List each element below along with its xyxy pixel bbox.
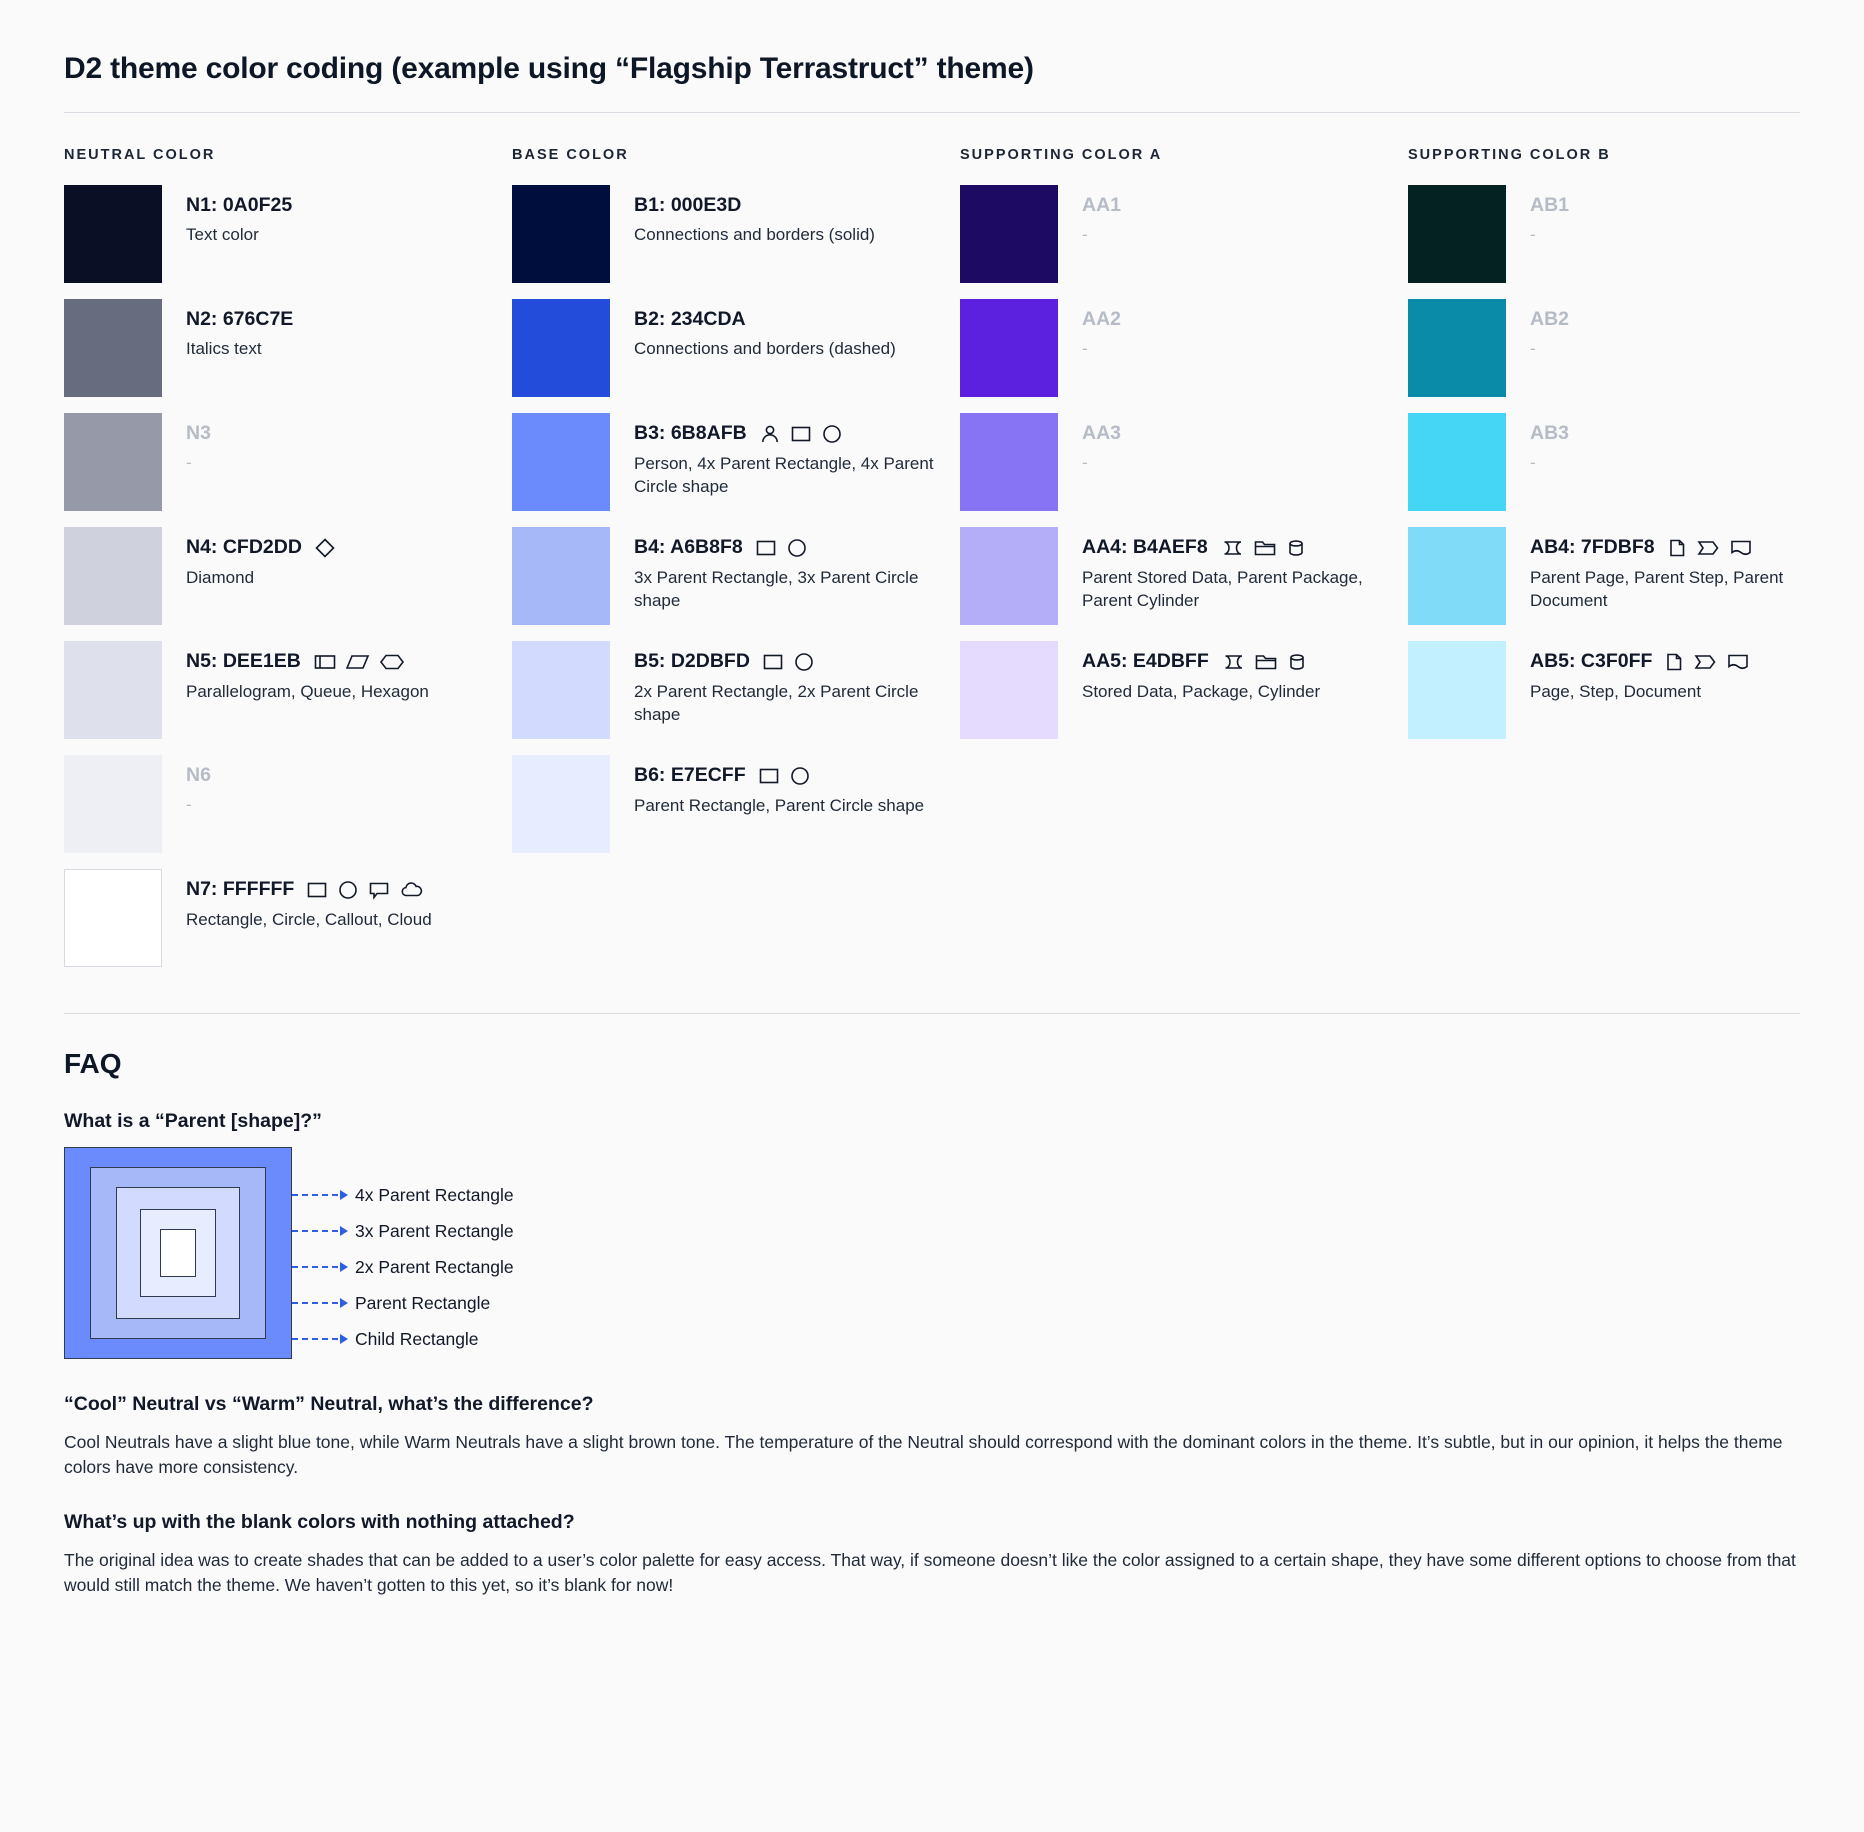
color-swatch xyxy=(512,527,610,625)
shape-icon-group xyxy=(759,423,843,445)
color-usage-description: Stored Data, Package, Cylinder xyxy=(1082,682,1321,701)
color-swatch-row xyxy=(512,185,960,283)
color-swatch-row xyxy=(512,641,960,739)
color-code-label xyxy=(1082,195,1121,216)
color-swatch-row xyxy=(1408,185,1856,283)
diagram-labels xyxy=(292,1147,514,1357)
color-swatch xyxy=(64,185,162,283)
color-usage-description: - xyxy=(1530,339,1536,359)
circle-icon xyxy=(789,765,811,787)
color-column-heading: BASE COLOR xyxy=(512,147,629,163)
color-swatch-text xyxy=(1058,641,1320,704)
step-icon xyxy=(1696,537,1720,559)
diamond-icon xyxy=(314,537,336,559)
color-code-label xyxy=(1082,537,1382,559)
hexagon-icon xyxy=(379,651,405,673)
color-swatch-row xyxy=(64,869,512,967)
shape-icon-group xyxy=(1664,651,1750,673)
cylinder-icon xyxy=(1287,651,1307,673)
color-swatch xyxy=(1408,299,1506,397)
color-code-label xyxy=(186,879,432,901)
color-swatch-row xyxy=(1408,527,1856,625)
color-column-heading: SUPPORTING COLOR A xyxy=(960,147,1163,163)
color-usage-description: Person, 4x Parent Rectangle, 4x Parent Circle shape xyxy=(634,454,934,496)
package-icon xyxy=(1254,651,1278,673)
color-usage-description: Diamond xyxy=(186,568,255,587)
faq-question-1: What is a “Parent [shape]?” xyxy=(64,1110,322,1132)
shape-icon-group xyxy=(306,879,425,901)
diagram-label-text: 2x Parent Rectangle xyxy=(355,1256,514,1277)
color-code-label xyxy=(186,651,429,673)
color-code-text: AA1 xyxy=(1082,194,1122,216)
shape-icon-group xyxy=(758,765,811,787)
parallelogram-icon xyxy=(346,651,370,673)
color-swatch-text xyxy=(1506,641,1750,704)
color-columns xyxy=(64,147,1800,983)
color-code-label xyxy=(634,195,875,216)
title-divider xyxy=(64,112,1800,113)
color-column-heading: NEUTRAL COLOR xyxy=(64,147,216,163)
shape-icon-group xyxy=(762,651,815,673)
color-swatch-text xyxy=(610,755,924,818)
color-code-text: N2: 676C7E xyxy=(186,308,294,330)
rectangle-icon xyxy=(758,765,780,787)
color-code-text: B4: A6B8F8 xyxy=(634,536,743,559)
circle-icon xyxy=(793,651,815,673)
cylinder-icon xyxy=(1286,537,1306,559)
parent-shape-diagram xyxy=(64,1147,1800,1359)
color-swatch-text xyxy=(162,299,293,361)
color-code-text: N7: FFFFFF xyxy=(186,878,295,901)
color-code-label xyxy=(186,195,292,216)
page-icon xyxy=(1667,537,1687,559)
color-column-heading: SUPPORTING COLOR B xyxy=(1408,147,1611,163)
color-usage-description: - xyxy=(186,795,192,815)
color-swatch-text xyxy=(1506,299,1569,361)
color-code-label xyxy=(634,309,896,330)
queue-icon xyxy=(313,651,337,673)
color-code-text: N3 xyxy=(186,422,211,444)
color-code-label xyxy=(634,765,924,787)
color-swatch xyxy=(960,641,1058,739)
color-swatch-row xyxy=(64,641,512,739)
color-code-label xyxy=(634,423,934,445)
color-swatch-text xyxy=(162,641,429,704)
color-swatch xyxy=(64,299,162,397)
color-usage-description: - xyxy=(1082,225,1088,245)
color-swatch xyxy=(1408,185,1506,283)
shape-icon-group xyxy=(1667,537,1753,559)
connector-line xyxy=(292,1302,338,1305)
color-code-label xyxy=(1530,651,1750,673)
shape-icon-group xyxy=(1221,651,1307,673)
color-code-text: AA5: E4DBFF xyxy=(1082,650,1209,673)
color-code-label xyxy=(186,423,211,444)
color-swatch-text xyxy=(162,755,211,817)
color-usage-description: 3x Parent Rectangle, 3x Parent Circle shape xyxy=(634,568,919,610)
color-swatch xyxy=(512,641,610,739)
circle-icon xyxy=(786,537,808,559)
color-code-text: AB4: 7FDBF8 xyxy=(1530,536,1655,559)
arrow-head-icon xyxy=(340,1226,348,1236)
diagram-label-text: Child Rectangle xyxy=(355,1328,479,1349)
color-swatch xyxy=(1408,527,1506,625)
color-swatch-text xyxy=(610,413,934,499)
color-swatch xyxy=(512,755,610,853)
color-code-text: AB3 xyxy=(1530,422,1570,444)
circle-icon xyxy=(821,423,843,445)
color-code-text: AB5: C3F0FF xyxy=(1530,650,1653,673)
color-usage-description: Italics text xyxy=(186,339,262,359)
color-swatch-row xyxy=(960,413,1408,511)
color-swatch-text xyxy=(1506,527,1830,613)
color-code-label xyxy=(186,765,211,786)
color-swatch xyxy=(1408,413,1506,511)
color-usage-description: Parent Rectangle, Parent Circle shape xyxy=(634,796,925,815)
color-swatch-row xyxy=(64,413,512,511)
color-code-label xyxy=(1082,423,1121,444)
color-swatch-row xyxy=(512,755,960,853)
step-icon xyxy=(1693,651,1717,673)
callout-icon xyxy=(368,879,390,901)
rectangle-icon xyxy=(762,651,784,673)
color-column xyxy=(1408,147,1856,983)
color-swatch-row xyxy=(960,185,1408,283)
color-code-label xyxy=(634,537,934,559)
color-swatch-text xyxy=(610,641,934,727)
color-code-text: B1: 000E3D xyxy=(634,194,742,216)
connector-line xyxy=(292,1338,338,1341)
color-swatch-row xyxy=(960,299,1408,397)
faq-heading: FAQ xyxy=(64,1048,122,1079)
color-swatch xyxy=(512,299,610,397)
color-swatch-text xyxy=(610,185,875,247)
diagram-label-row xyxy=(292,1213,514,1249)
color-swatch xyxy=(64,755,162,853)
color-swatch-row xyxy=(960,527,1408,625)
color-code-text: AB2 xyxy=(1530,308,1570,330)
color-swatch xyxy=(512,413,610,511)
color-swatch xyxy=(960,185,1058,283)
color-column xyxy=(512,147,960,983)
diagram-label-row xyxy=(292,1321,514,1357)
package-icon xyxy=(1253,537,1277,559)
color-swatch-text xyxy=(1058,413,1121,475)
color-code-label xyxy=(1530,537,1830,559)
stored-data-icon xyxy=(1221,651,1245,673)
color-code-text: N1: 0A0F25 xyxy=(186,194,293,216)
color-code-label xyxy=(1082,651,1320,673)
color-swatch xyxy=(960,527,1058,625)
diagram-label-text: 3x Parent Rectangle xyxy=(355,1220,514,1241)
arrow-head-icon xyxy=(340,1298,348,1308)
diagram-label-text: Parent Rectangle xyxy=(355,1292,491,1313)
color-swatch-text xyxy=(610,527,934,613)
shape-icon-group xyxy=(314,537,336,559)
color-usage-description: Connections and borders (solid) xyxy=(634,225,875,245)
color-code-text: AA4: B4AEF8 xyxy=(1082,536,1208,559)
faq-answer-3: The original idea was to create shades that can be added to a user’s color palette for easy access. That way, if someone doesn’t like the color assigned to a certain shape, they have some different options to choose from that would still match the theme. We haven’t gotten to this yet, so it’s blank for now! xyxy=(64,1549,1796,1596)
person-icon xyxy=(759,423,781,445)
color-usage-description: - xyxy=(1530,225,1536,245)
color-swatch-text xyxy=(162,413,211,475)
stored-data-icon xyxy=(1220,537,1244,559)
document-icon xyxy=(1729,537,1753,559)
color-swatch-text xyxy=(1506,185,1569,247)
color-usage-description: Parallelogram, Queue, Hexagon xyxy=(186,682,429,701)
diagram-label-row xyxy=(292,1249,514,1285)
shape-icon-group xyxy=(755,537,808,559)
color-code-text: B2: 234CDA xyxy=(634,308,746,330)
color-code-text: N6 xyxy=(186,764,211,786)
connector-line xyxy=(292,1230,338,1233)
color-code-label xyxy=(1530,309,1569,330)
color-swatch xyxy=(960,299,1058,397)
color-usage-description: Parent Page, Parent Step, Parent Document xyxy=(1530,568,1784,610)
color-swatch-text xyxy=(1506,413,1569,475)
faq-divider xyxy=(64,1013,1800,1014)
shape-icon-group xyxy=(313,651,405,673)
color-swatch-text xyxy=(162,869,432,932)
color-code-text: N4: CFD2DD xyxy=(186,536,302,559)
color-swatch-row xyxy=(64,755,512,853)
color-swatch xyxy=(64,641,162,739)
connector-line xyxy=(292,1194,338,1197)
color-code-label xyxy=(634,651,934,673)
color-swatch-row xyxy=(1408,413,1856,511)
color-column xyxy=(64,147,512,983)
color-code-text: B6: E7ECFF xyxy=(634,764,746,787)
color-code-text: AB1 xyxy=(1530,194,1570,216)
color-swatch-row xyxy=(512,413,960,511)
color-code-text: B5: D2DBFD xyxy=(634,650,750,673)
color-swatch xyxy=(1408,641,1506,739)
rectangle-icon xyxy=(790,423,812,445)
color-usage-description: Text color xyxy=(186,225,259,245)
color-swatch-text xyxy=(162,185,292,247)
color-code-text: AA3 xyxy=(1082,422,1122,444)
color-swatch-text xyxy=(610,299,896,361)
color-usage-description: 2x Parent Rectangle, 2x Parent Circle shape xyxy=(634,682,919,724)
color-swatch-row xyxy=(64,299,512,397)
color-swatch xyxy=(64,527,162,625)
color-code-label xyxy=(1530,195,1569,216)
circle-icon xyxy=(337,879,359,901)
rectangle-icon xyxy=(755,537,777,559)
color-usage-description: - xyxy=(1082,339,1088,359)
color-usage-description: Connections and borders (dashed) xyxy=(634,339,896,359)
faq-question-3: What’s up with the blank colors with nothing attached? xyxy=(64,1510,575,1533)
color-swatch-row xyxy=(512,527,960,625)
color-swatch-row xyxy=(64,527,512,625)
nested-rectangle-5 xyxy=(160,1229,196,1277)
color-code-label xyxy=(1082,309,1121,330)
diagram-label-row xyxy=(292,1285,514,1321)
arrow-head-icon xyxy=(340,1262,348,1272)
faq-question-2: “Cool” Neutral vs “Warm” Neutral, what’s the difference? xyxy=(64,1393,594,1415)
color-code-label xyxy=(1530,423,1569,444)
document-icon xyxy=(1726,651,1750,673)
page-icon xyxy=(1664,651,1684,673)
color-swatch-row xyxy=(960,641,1408,739)
color-usage-description: - xyxy=(186,453,192,473)
color-swatch-text xyxy=(162,527,336,590)
color-usage-description: Rectangle, Circle, Callout, Cloud xyxy=(186,910,432,929)
color-code-label xyxy=(186,537,336,559)
color-usage-description: - xyxy=(1082,453,1088,473)
shape-icon-group xyxy=(1220,537,1306,559)
color-swatch xyxy=(512,185,610,283)
connector-line xyxy=(292,1266,338,1269)
color-code-text: B3: 6B8AFB xyxy=(634,422,747,445)
color-swatch xyxy=(960,413,1058,511)
color-swatch-text xyxy=(1058,527,1382,613)
color-swatch-text xyxy=(1058,185,1121,247)
rectangle-icon xyxy=(306,879,328,901)
page-title: D2 theme color coding (example using “Flagship Terrastruct” theme) xyxy=(64,52,1034,85)
color-swatch-text xyxy=(1058,299,1121,361)
arrow-head-icon xyxy=(340,1190,348,1200)
nested-rectangles xyxy=(64,1147,292,1359)
color-swatch-row xyxy=(1408,299,1856,397)
color-code-text: N5: DEE1EB xyxy=(186,650,301,673)
color-usage-description: - xyxy=(1530,453,1536,473)
color-swatch xyxy=(64,413,162,511)
diagram-label-row xyxy=(292,1177,514,1213)
cloud-icon xyxy=(399,879,425,901)
color-swatch-row xyxy=(512,299,960,397)
arrow-head-icon xyxy=(340,1334,348,1344)
color-code-text: AA2 xyxy=(1082,308,1122,330)
color-swatch-row xyxy=(1408,641,1856,739)
color-swatch-row xyxy=(64,185,512,283)
faq-answer-2: Cool Neutrals have a slight blue tone, while Warm Neutrals have a slight brown tone. The temperature of the Neutral should correspond with the dominant colors in the theme. It’s subtle, but in our opinion, it helps the theme colors have more consistency. xyxy=(64,1432,1783,1478)
color-code-label xyxy=(186,309,293,330)
color-usage-description: Parent Stored Data, Parent Package, Parent Cylinder xyxy=(1082,568,1363,610)
color-column xyxy=(960,147,1408,983)
color-swatch xyxy=(64,869,162,967)
diagram-label-text: 4x Parent Rectangle xyxy=(355,1184,514,1205)
color-usage-description: Page, Step, Document xyxy=(1530,682,1702,701)
